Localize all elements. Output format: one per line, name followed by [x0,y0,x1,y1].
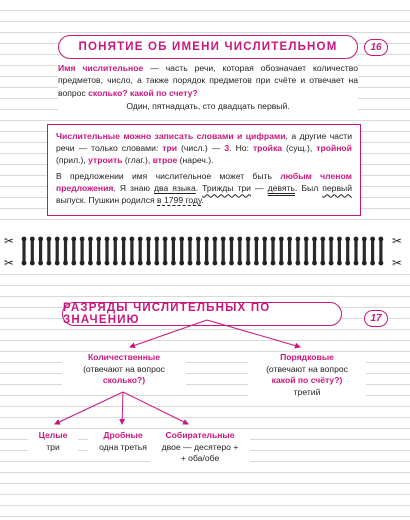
section-title: РАЗРЯДЫ ЧИСЛИТЕЛЬНЫХ ПО ЗНАЧЕНИЮ [62,302,342,326]
node-whole [28,430,78,453]
definition-question: сколько? какой по счету? [88,87,198,98]
text: . [195,183,203,194]
arrow-to-whole [55,392,123,424]
text: (числ.) — [177,143,225,154]
arrow-to-quantitative [130,320,207,347]
word-troinoi: тройной [316,143,352,154]
text: В предложении имя числительное может быть [56,171,281,182]
arrow-to-collective [123,392,188,424]
scissors-icon: ✂ [4,256,15,270]
term: Имя числительное [58,63,144,73]
node-example: три [46,441,60,452]
text: (прил.), [56,155,89,166]
node-fraction [88,430,158,453]
node-head: Целые [38,430,68,440]
node-ordinal [248,352,366,398]
text: . Я знаю [113,183,154,194]
scissors-icon: ✂ [392,256,403,270]
node-question: (отвечают на вопрос [83,363,165,374]
text: . Но: [229,143,253,154]
digit-3: 3 [224,143,230,154]
example-pervyi: первый [322,183,352,194]
node-collective [150,430,250,465]
word-utroit: утроить [88,155,123,166]
text: — [250,183,268,194]
word-troika: тройка [252,143,283,154]
node-example: двое — десятеро + [161,441,239,452]
arrow-to-ordinal [207,320,300,347]
scissors-icon: ✂ [392,234,403,248]
page-number: 17 [364,310,388,327]
text: (сущ.), [282,143,317,154]
definition-text: — часть речи, которая обозначает количество предметов, число, а также порядок предметов при счёте и отвечает на вопрос [58,63,358,98]
node-question-word: сколько?) [102,375,146,385]
word-tri: три [162,143,178,154]
example-dva-yazyka: два языка [153,183,196,194]
example-year: в 1799 году [157,195,202,206]
text: , а другие части речи — только словами: [56,131,352,154]
word-vtroe: втрое [152,155,178,166]
example-trizhdy-tri: Трижды три [202,183,251,194]
text: . Был [294,183,323,194]
node-example: + оба/обе [180,453,220,463]
node-quantitative [62,352,186,387]
page-title: ПОНЯТИЕ ОБ ИМЕНИ ЧИСЛИТЕЛЬНОМ [58,35,358,59]
text: (нареч.). [177,155,214,166]
text: (глаг.), [122,155,153,166]
node-question-word: какой по счёту?) [271,375,343,385]
text: выпуск. Пушкин родился [56,195,158,206]
node-head: Дробные [103,430,143,440]
node-head: Количественные [87,352,161,362]
text: . [201,195,204,206]
node-head: Порядковые [280,352,334,362]
node-example: одна третья [99,441,147,452]
example-devyat: девять [267,183,295,194]
node-example: третий [293,386,321,397]
rule-lead: Числительные можно записать словами и цифрами [56,131,286,141]
page-number: 16 [364,39,388,56]
example-line: Один, пятнадцать, сто двадцать первый. [58,100,358,112]
any-member: любым членом предложения [56,171,352,194]
node-head: Собирательные [165,430,235,440]
arrow-to-fraction [122,392,123,424]
scissors-icon: ✂ [4,234,15,248]
node-question: (отвечают на вопрос [266,363,348,374]
